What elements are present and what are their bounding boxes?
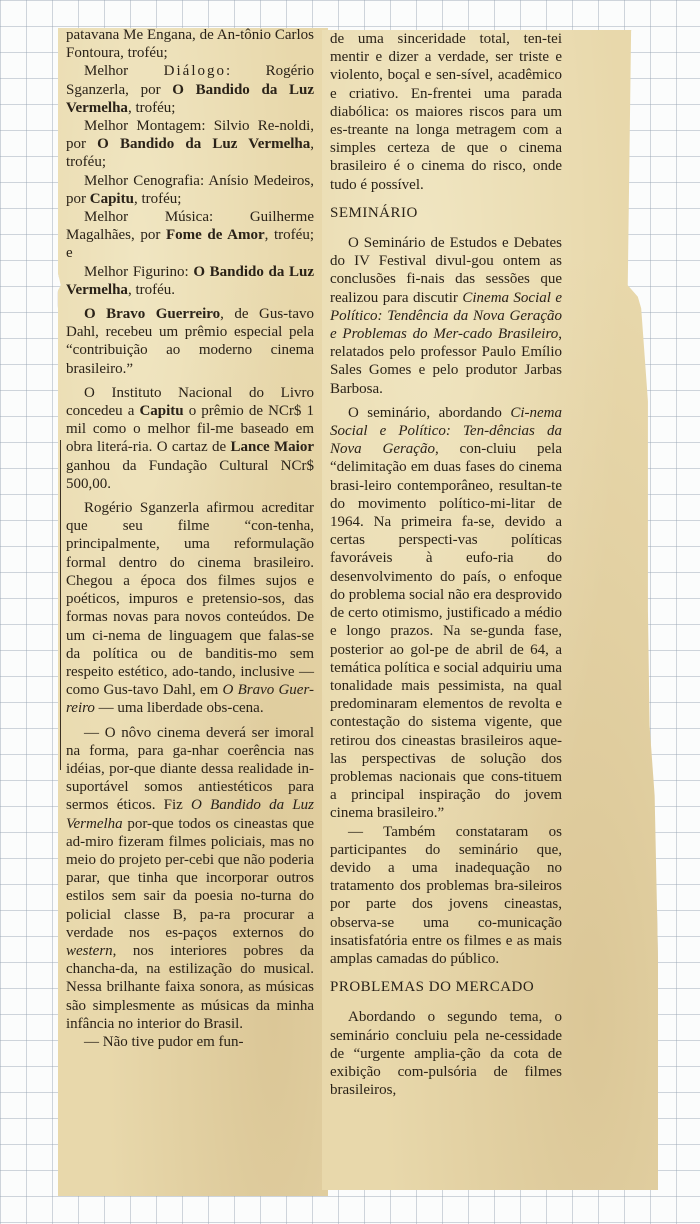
- paragraph: Rogério Sganzerla afirmou acreditar que seu filme “con-tenha, principalmente, uma reformulação formal dentro do cinema brasileiro. Chegou a época dos filmes sujos e poéticos, impuros e pretensio-sos, das formas novas para novos conteúdos. De um ci-nema de linguagem que falas-se da política ou de banditis-mo sem respeito estético, ado-tando, inclusive — como Gus-tavo Dahl, em O Bravo Guer-reiro — uma liberdade obs-cena.: [66, 500, 314, 717]
- paragraph: Abordando o segundo tema, o seminário concluiu pela ne-cessidade de “urgente amplia-ção da cota de exibição com-pulsória de filmes brasileiros,: [330, 1009, 562, 1099]
- paragraph: Melhor Montagem: Silvio Re-noldi, por O Bandido da Luz Vermelha, troféu;: [66, 118, 314, 171]
- paragraph: Melhor Cenografia: Anísio Medeiros, por Capitu, troféu;: [66, 172, 314, 207]
- paragraph: O seminário, abordando Ci-nema Social e Político: Ten-dências da Nova Geração, con-cluiu pela “delimitação em duas fases do cinema brasi-leiro contemporâneo, resultan-te do movimento político-mi-litar de 1964. Na primeira fa-se, devido a certas perspecti-vas políticas favoráveis à eufo-ria do desenvolvimento do país, o enfoque do problema social não era desprovido de certo otimismo, justificado a médio e longo prazos. Na se-gunda fase, posterior ao gol-pe de abril de 64, a temática política e social adquiriu uma tonalidade mais pessimista, na qual predominaram elementos de revolta e contestação do sistema vigente, que retirou dos cineastas brasileiros aque-las perspectivas de solução dos problemas nacionais que cons-tituem a principal inspiração do jovem cinema brasileiro.”: [330, 404, 563, 822]
- article-left-column: [66, 26, 314, 1051]
- paragraph: — Também constataram os participantes do seminário que, devido a uma inadequação no tratamento dos problemas bra-sileiros por parte dos jovens cineastas, observa-se uma co-municação insatisfatória entre os filmes e as mais amplas camadas do público.: [330, 823, 562, 967]
- paragraph: Melhor Música: Guilherme Magalhães, por Fome de Amor, troféu; e: [66, 209, 315, 262]
- paragraph: O Instituto Nacional do Livro concedeu a Capitu o prêmio de NCr$ 1 mil como o melhor fil-me baseado em obra literá-ria. O cartaz de Lance Maior ganhou da Fundação Cultural NCr$ 500,00.: [66, 384, 314, 492]
- paragraph: — Não tive pudor em fun-: [84, 1033, 244, 1050]
- section-heading-problemas-do-mercado: PROBLEMAS DO MERCADO: [330, 979, 535, 996]
- paragraph: — O nôvo cinema deverá ser imoral na forma, para ga-nhar coerência nas idéias, por-que diante dessa realidade in-suportável somos antiestéticos para sermos éticos. Fiz O Bandido da Luz Vermelha por-que todos os cineastas que ad-miro fizeram filmes policiais, mas no meio do projeto per-cebi que não poderia parar, que tinha que incorporar outros estilos sem sair da poesia no-turna do policial classe B, pa-ra procurar a verdade nos es-paços externos do western, nos interiores pobres da chancha-da, na estilização do musical. Nessa brilhante faixa sonora, as músicas são simplesmente as músicas da minha infância no interior do Brasil.: [66, 724, 314, 1032]
- margin-rule: [60, 440, 61, 770]
- paragraph: Melhor Diálogo: Rogério Sganzerla, por O Bandido da Luz Vermelha, troféu;: [66, 63, 314, 116]
- section-heading-seminario: SEMINÁRIO: [330, 204, 418, 221]
- paragraph: O Seminário de Estudos e Debates do IV Festival divul-gou ontem as conclusões fi-nais das sessões que realizou para discutir Cinema Social e Político: Tendência da Nova Geração e Problemas do Mer-cado Brasileiro, relatados pelo professor Paulo Emílio Sales Gomes e pelo produtor Jarbas Barbosa.: [330, 235, 562, 397]
- article-right-column: [330, 30, 562, 1099]
- paragraph: de uma sinceridade total, ten-tei mentir e dizer a verdade, ser triste e violento, boçal e sen-sível, acadêmico e criativo. En-frentei uma parada diabólica: os maiores riscos para um es-treante na longa metragem com a simples certeza de que o cinema brasileiro é o cinema do risco, onde tudo é possível.: [330, 31, 562, 193]
- paragraph: O Bravo Guerreiro, de Gus-tavo Dahl, recebeu um prêmio especial pela “contribuição ao moderno cinema brasileiro.”: [66, 306, 314, 377]
- paragraph: patavana Me Engana, de An-tônio Carlos Fontoura, troféu;: [66, 27, 314, 62]
- paragraph: Melhor Figurino: O Bandido da Luz Vermelha, troféu.: [66, 263, 314, 298]
